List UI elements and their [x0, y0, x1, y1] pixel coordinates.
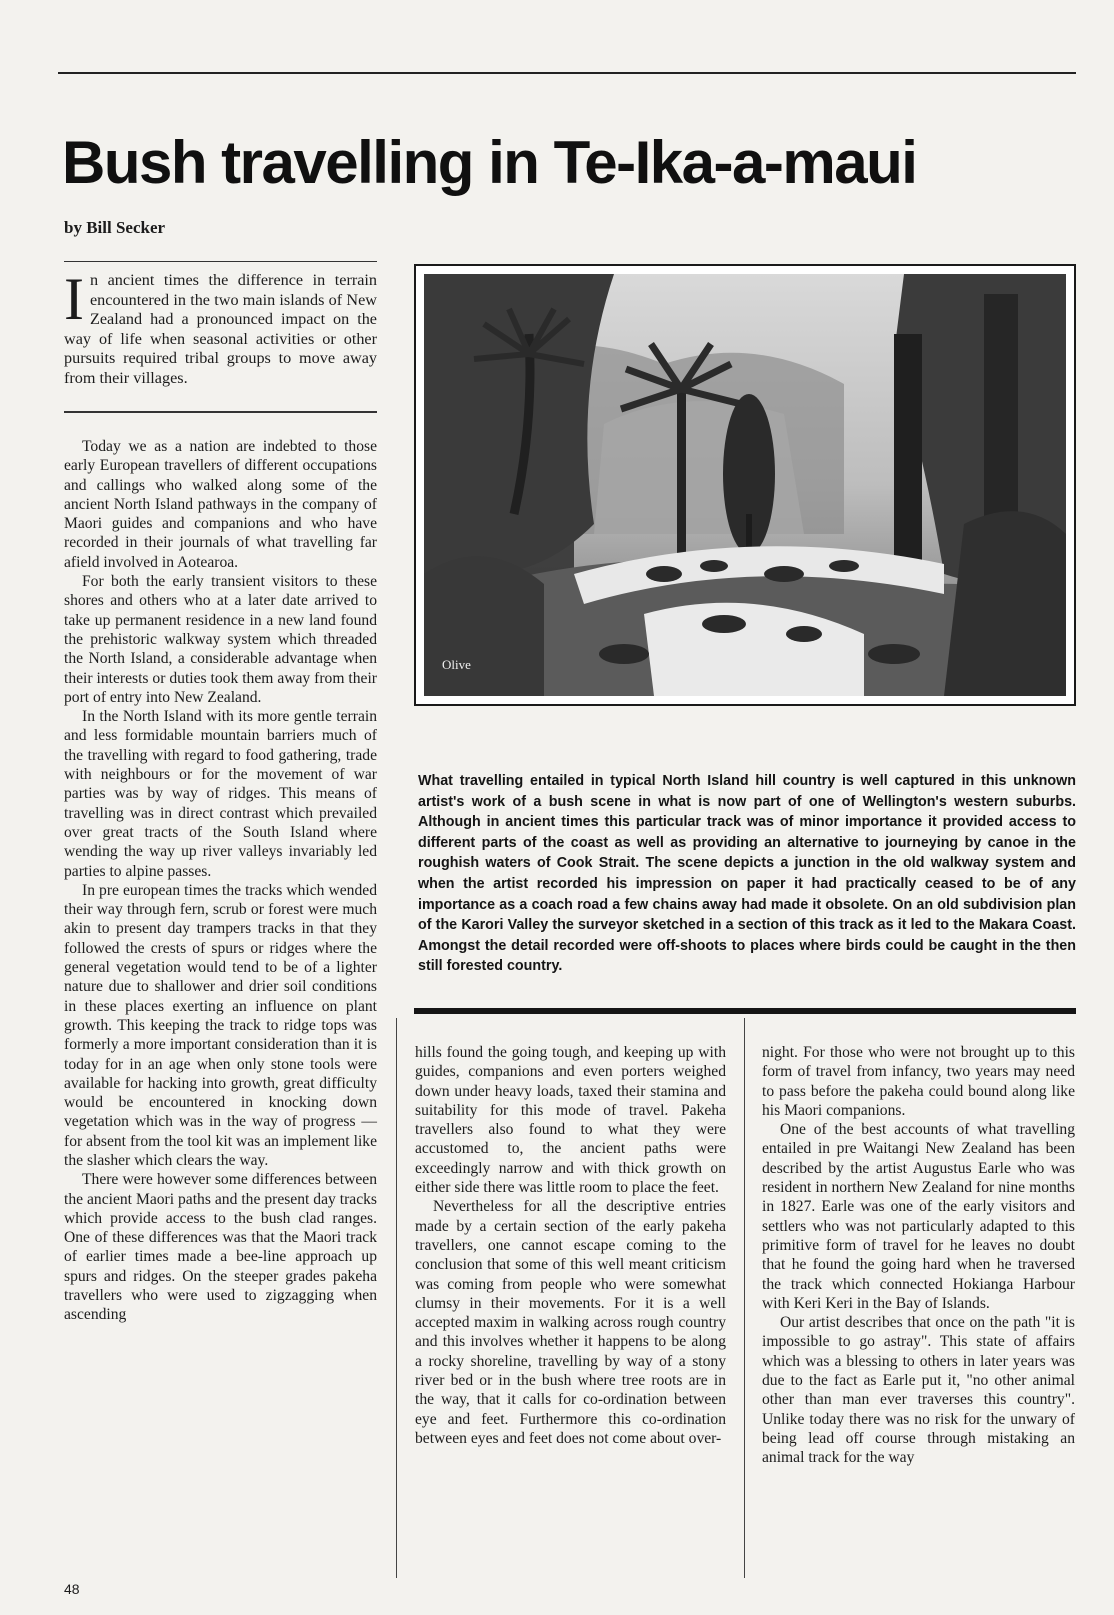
- figure-caption: What travelling entailed in typical North Island hill country is well captured in this unknown artist's work of a bush scene in what is now part of one of Wellington's western suburbs. Although in ancient times this particular track was of minor importance it provided access to different parts of the coast as well as providing an alternative to journeying by canoe in the roughish waters of Cook Strait. The scene depicts a junction in the old walkway system and when the artist recorded his impression on paper it had practically ceased to be of any importance as a coach road a few chains away had made it obsolete. On an old subdivision plan of the Karori Valley the surveyor sketched in a section of this track as it led to the Makara Coast. Amongst the detail recorded were off-shoots to places where birds could be caught in the then still forested country.: [418, 773, 1076, 975]
- intro-text: n ancient times the difference in terrain encountered in the two main islands of New Zealand had a pronounced impact on the way of life when seasonal activities or other pursuits required tribal groups to move away from their villages.: [64, 271, 377, 387]
- column-2: [415, 1043, 726, 1448]
- column-divider-2: [744, 1018, 745, 1578]
- body-paragraph: Nevertheless for all the descriptive entries made by a certain section of the early pakeha travellers, one cannot escape coming to the conclusion that some of this well meant criticism was coming from people who were somewhat clumsy in their movements. For it is a well accepted maxim in walking across rough country and this involves whether it happens to be along a rocky shoreline, travelling by way of a stony river bed or in the bush where tree roots are in the way, that it calls for co-ordination between eye and feet. Furthermore this co-ordination between eyes and feet does not come about over-: [415, 1198, 726, 1447]
- body-paragraph: Today we as a nation are indebted to those early European travellers of different occupations and callings who walked along some of the ancient North Island pathways in the company of Maori guides and companions and who have recorded in their journals of what travelling far afield involved in Aotearoa.: [64, 438, 377, 571]
- section-rule: [414, 1008, 1076, 1014]
- intro-rule-bottom: [64, 411, 377, 413]
- page-number: 48: [64, 1581, 80, 1597]
- top-rule: [58, 72, 1076, 74]
- illustration-frame: [414, 264, 1076, 706]
- body-paragraph: hills found the going tough, and keeping up with guides, companions and even porters weighed down under heavy loads, taxed their stamina and suitability for this mode of travel. Pakeha travellers also found to what they were accustomed to, the ancient paths were exceedingly narrow and with thick growth on either side there was little room to place the feet.: [415, 1044, 726, 1197]
- column-divider-1: [396, 1018, 397, 1578]
- intro-paragraph: [64, 266, 377, 389]
- body-paragraph: In the North Island with its more gentle terrain and less formidable mountain barriers much of the travelling with regard to food gathering, trade with neighbours or for the movement of war parties was by way of ridges. This means of travelling was in direct contrast which prevailed over great tracts of the South Island where wending the way up river valleys invariably led parties to alpine passes.: [64, 708, 377, 880]
- column-1: [64, 437, 377, 1325]
- artist-signature: Olive: [442, 657, 471, 672]
- body-paragraph: Our artist describes that once on the path "it is impossible to go astray". This state of affairs which was a blessing to others in later years was due to the fact as Earle put it, "no other animal other than man ever traverses this country". Unlike today there was no risk for the unwary of being lead off course through mistaking an animal track for the way: [762, 1314, 1075, 1467]
- body-paragraph: night. For those who were not brought up to this form of travel from infancy, two years may need to pass before the pakeha could bound along like his Maori companions.: [762, 1044, 1075, 1119]
- article-title: Bush travelling in Te-Ika-a-maui: [62, 129, 917, 196]
- bush-scene-illustration: [424, 274, 1066, 696]
- body-paragraph: For both the early transient visitors to these shores and others who at a later date arrived to take up permanent residence in a new land found the prehistoric walkway system which threaded the North Island, a considerable advantage when their interests or duties took them away from their port of entry into New Zealand.: [64, 573, 377, 706]
- drop-cap: I: [64, 266, 84, 332]
- body-paragraph: There were however some differences between the ancient Maori paths and the present day tracks which provide access to the bush clad ranges. One of these differences was that the Maori track of earlier times made a bee-line approach up spurs and ridges. On the steeper grades pakeha travellers who were used to zigzagging when ascending: [64, 1171, 377, 1324]
- body-paragraph: In pre european times the tracks which wended their way through fern, scrub or forest were much akin to present day trampers tracks in that they followed the crests of spurs or ridges where the general vegetation would tend to be of a lighter nature due to shallower and drier soil conditions in these places exerting an influence on plant growth. This keeping the track to ridge tops was formerly a more important consideration than it is today for in an age when only stone tools were available for hacking into growth, great difficulty would be encountered in knocking down vegetation which was in the way of progress — for absent from the tool kit was an implement like the slasher which clears the way.: [64, 881, 377, 1169]
- body-paragraph: One of the best accounts of what travelling entailed in pre Waitangi New Zealand has been described by the artist Augustus Earle who was resident in northern New Zealand for nine months in 1827. Earle was one of the early visitors and settlers who was not particularly adapted to this primitive form of travel for he leaves no doubt that he found the going hard when he traversed the track which connected Hokianga Harbour with Keri Keri in the Bay of Islands.: [762, 1121, 1075, 1312]
- byline: by Bill Secker: [64, 218, 166, 237]
- column-3: [762, 1043, 1075, 1468]
- intro-rule-top: [64, 261, 377, 262]
